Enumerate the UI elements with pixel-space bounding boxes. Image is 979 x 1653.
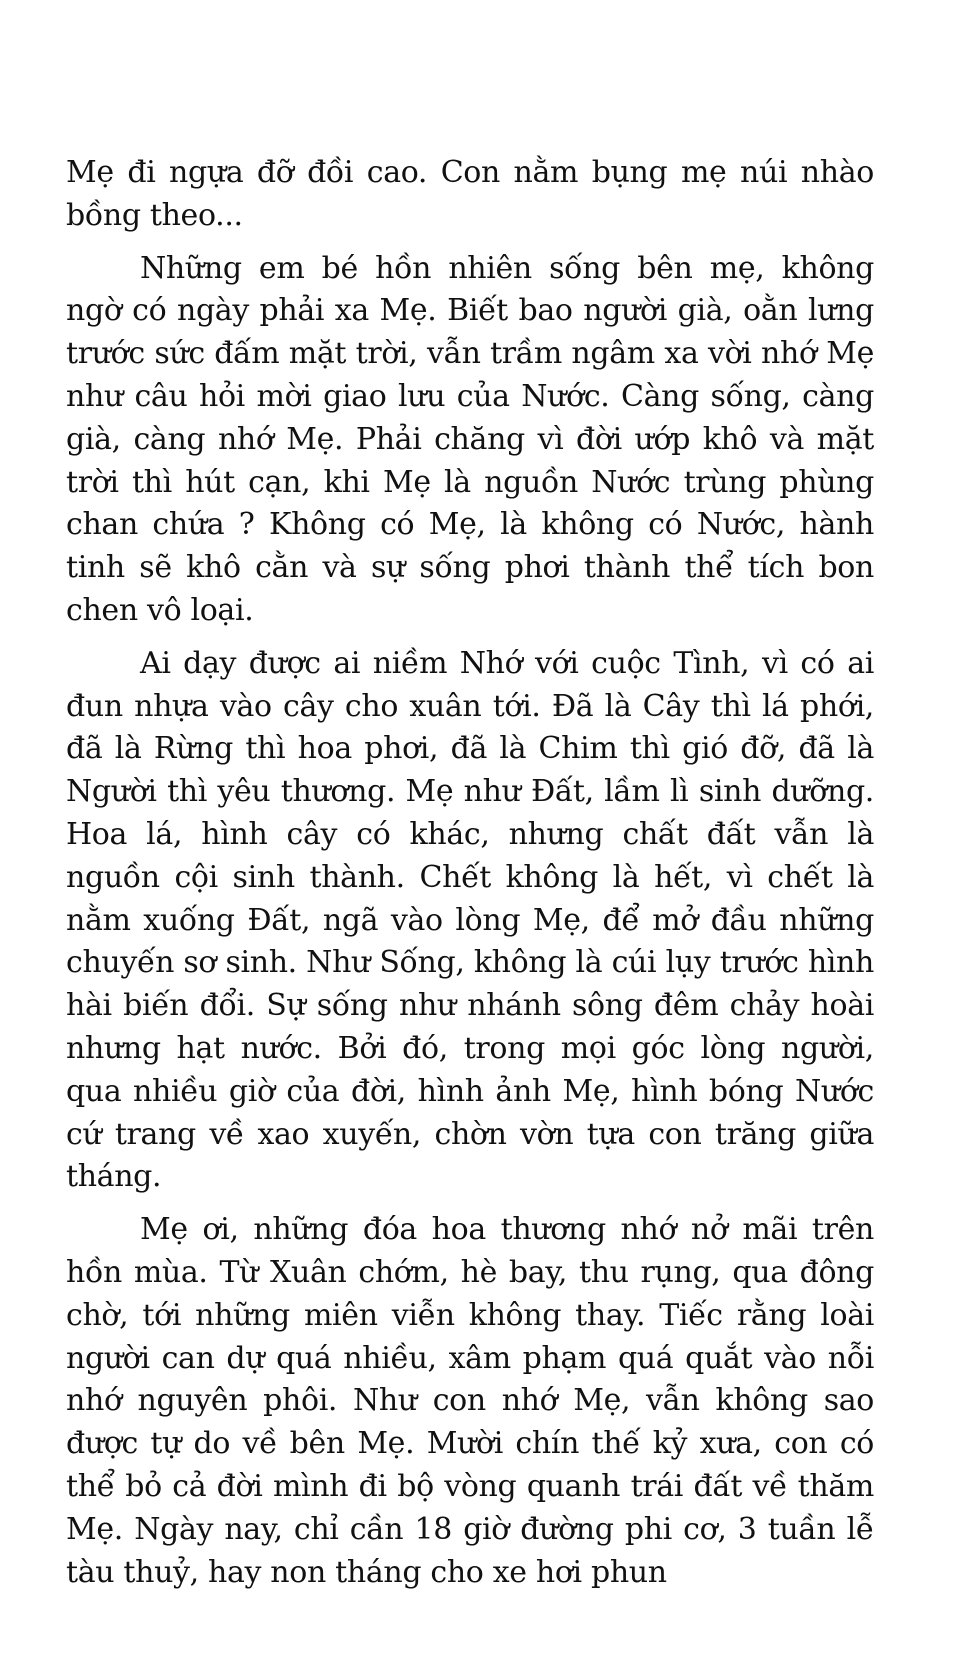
paragraph-1: Mẹ đi ngựa đỡ đồi cao. Con nằm bụng mẹ núi nhào bồng theo... <box>66 155 874 233</box>
paragraph-2: Những em bé hồn nhiên sống bên mẹ, không ngờ có ngày phải xa Mẹ. Biết bao người già, oằn lưng trước sức đấm mặt trời, vẫn trầm ngâm xa vời nhớ Mẹ như câu hỏi mời giao lưu của Nước. Càng sống, càng già, càng nhớ Mẹ. Phải chăng vì đời ướp khô và mặt trời thì hút cạn, khi Mẹ là nguồn Nước trùng phùng chan chứa ? Không có Mẹ, là không có Nước, hành tinh sẽ khô cằn và sự sống phơi thành thể tích bon chen vô loại. <box>66 250 874 628</box>
paragraph-3: Ai dạy được ai niềm Nhớ với cuộc Tình, vì có ai đun nhựa vào cây cho xuân tới. Đã là Cây thì lá phới, đã là Rừng thì hoa phơi, đã là Chim thì gió đỡ, đã là Người thì yêu thương. Mẹ như Đất, lầm lì sinh dưỡng. Hoa lá, hình cây có khác, nhưng chất đất vẫn là nguồn cội sinh thành. Chết không là hết, vì chết là nằm xuống Đất, ngã vào lòng Mẹ, để mở đầu những chuyến sơ sinh. Như Sống, không là cúi lụy trước hình hài biến đổi. Sự sống như nhánh sông đêm chảy hoài nhưng hạt nước. Bởi đó, trong mọi góc lòng người, qua nhiều giờ của đời, hình ảnh Mẹ, hình bóng Nước cứ trang về xao xuyến, chờn vờn tựa con trăng giữa tháng. <box>66 645 874 1195</box>
body-text <box>66 152 874 1604</box>
paragraph-4: Mẹ ơi, những đóa hoa thương nhớ nở mãi trên hồn mùa. Từ Xuân chớm, hè bay, thu rụng, qua đông chờ, tới những miên viễn không thay. Tiếc rằng loài người can dự quá nhiều, xâm phạm quá quắt vào nỗi nhớ nguyên phôi. Như con nhớ Mẹ, vẫn không sao được tự do về bên Mẹ. Mười chín thế kỷ xưa, con có thể bỏ cả đời mình đi bộ vòng quanh trái đất về thăm Mẹ. Ngày nay, chỉ cần 18 giờ đường phi cơ, 3 tuần lễ tàu thuỷ, hay non tháng cho xe hơi phun <box>66 1212 874 1590</box>
